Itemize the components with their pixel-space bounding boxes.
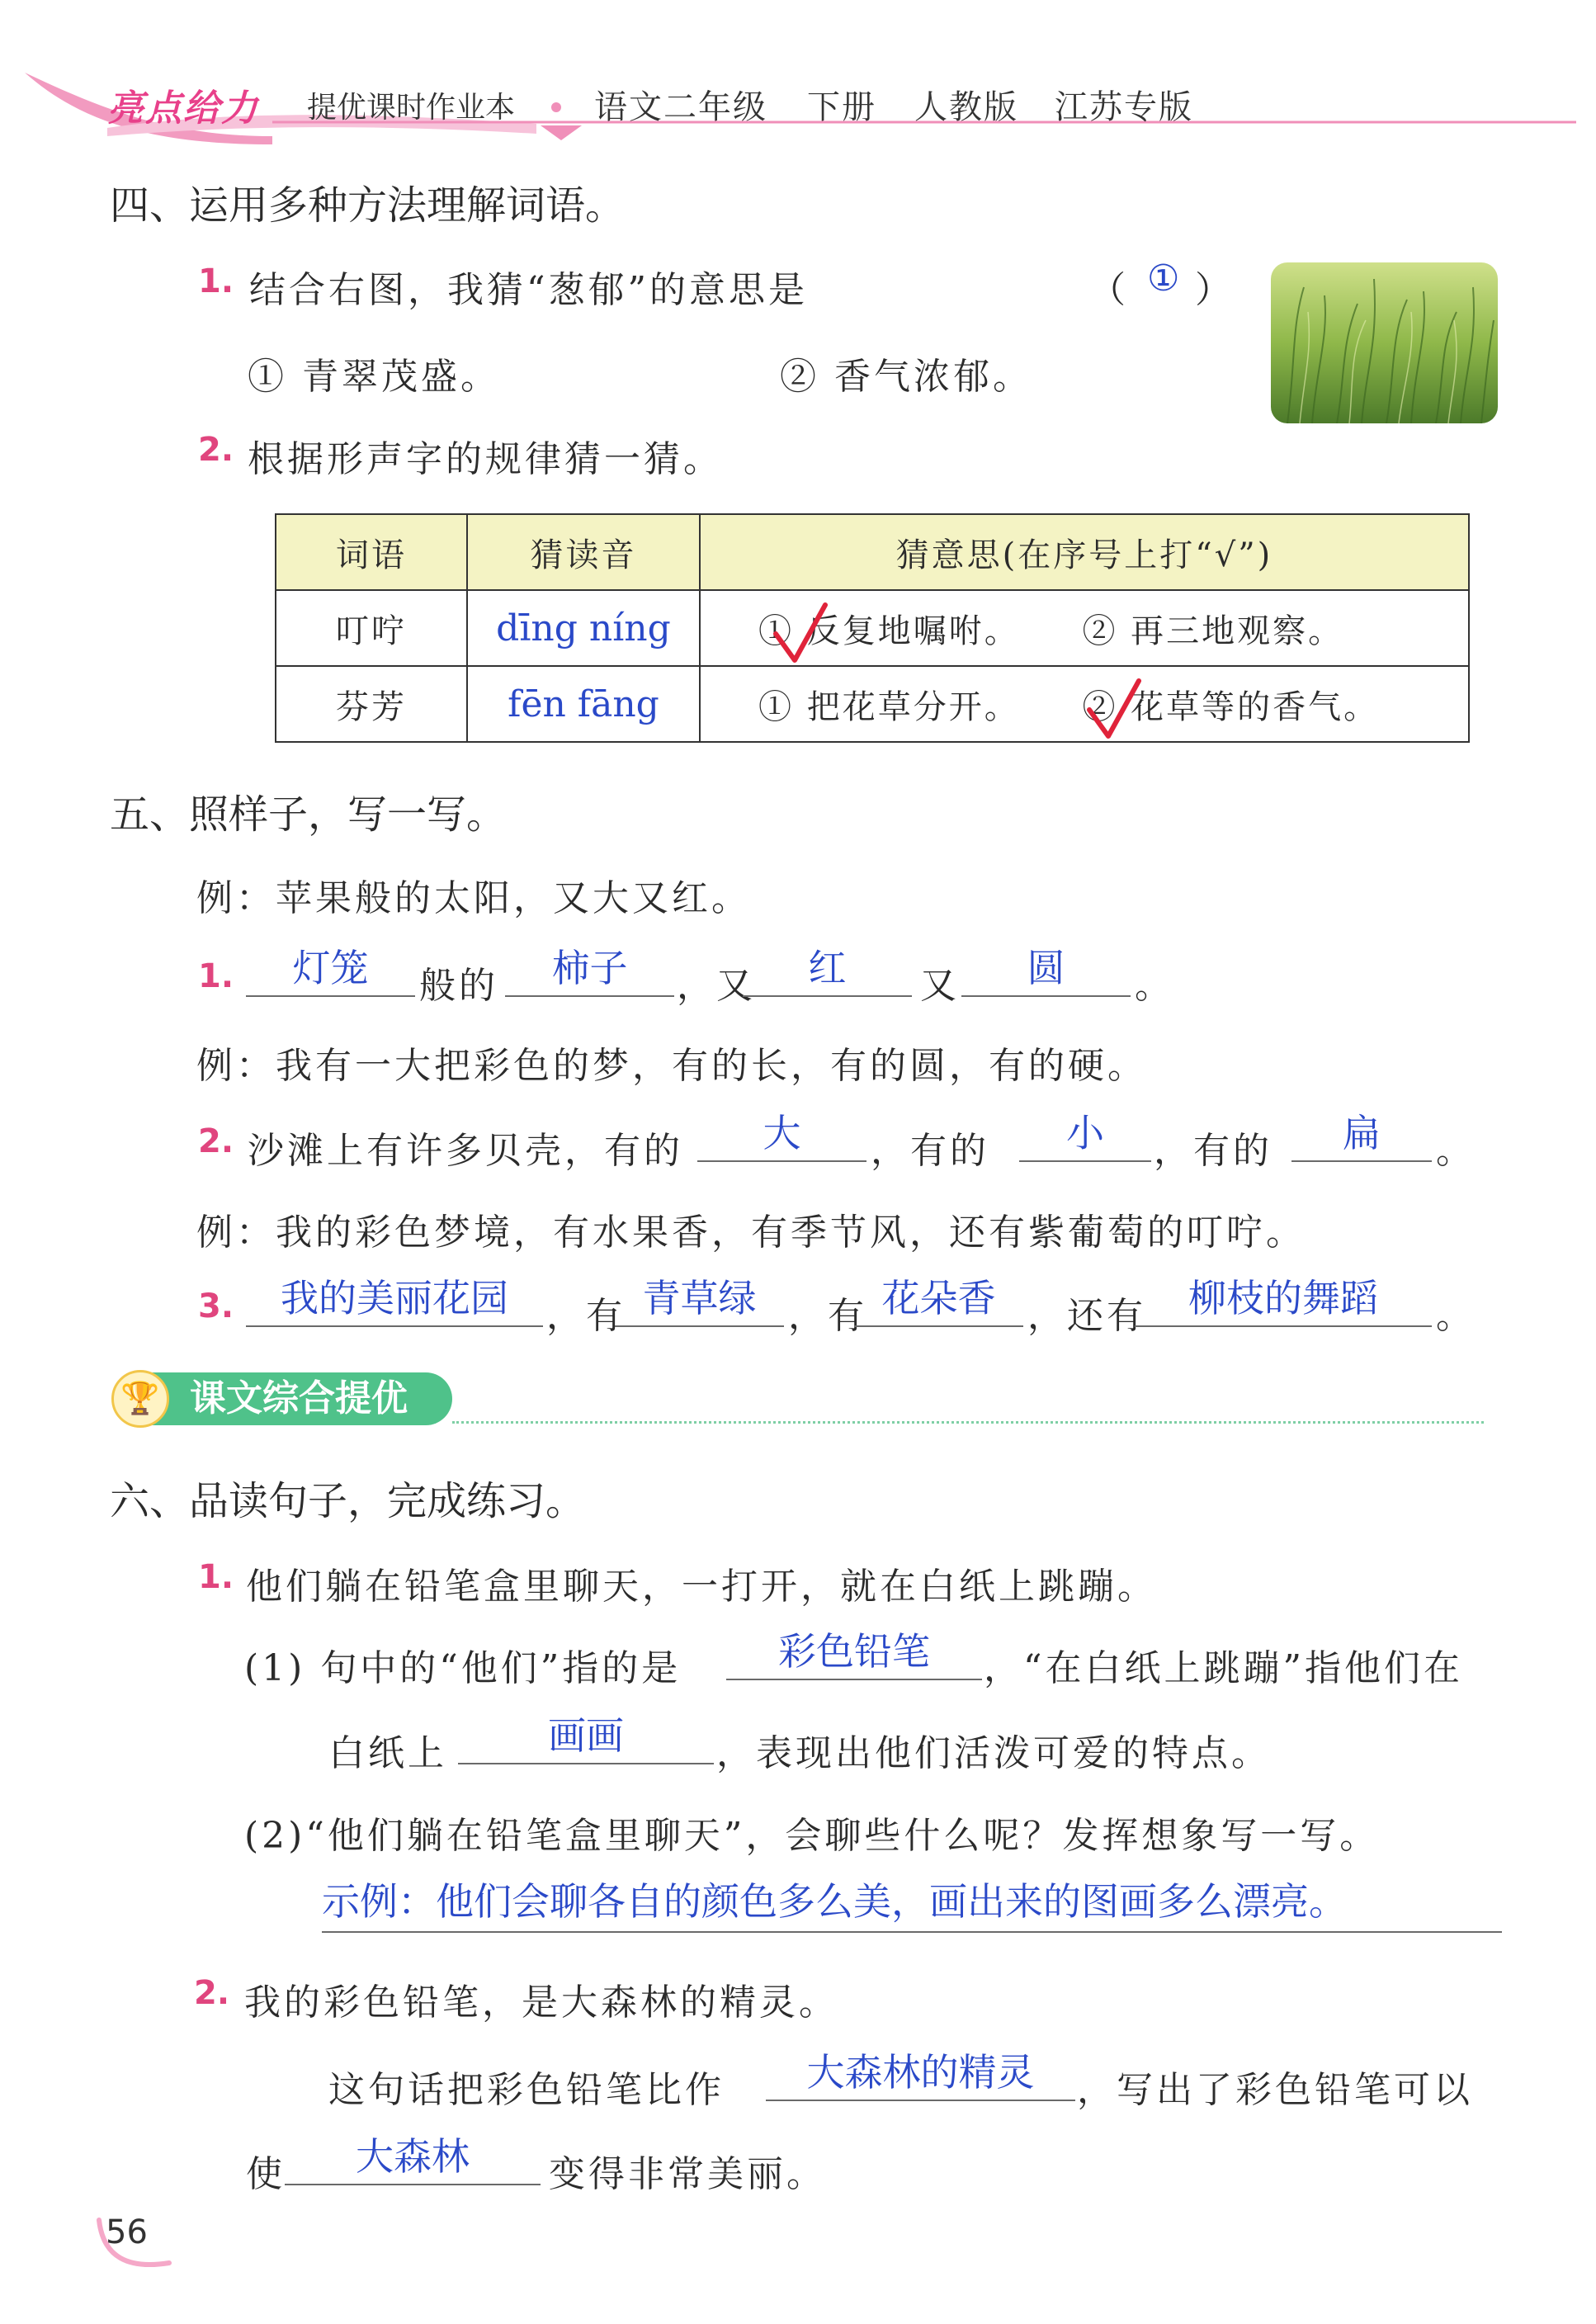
q5-2-text: ，有的	[871, 1130, 989, 1172]
q6-1-part1-prompt: ，表现出他们活泼可爱的特点。	[716, 1732, 1271, 1774]
page-number: 56	[106, 2213, 148, 2251]
table-header-pinyin: 猜读音	[467, 514, 700, 590]
q5-2-blank-c: 扁	[1291, 1106, 1432, 1162]
q4-2-number: 2.	[198, 431, 234, 469]
q5-3-blank-b: 青草绿	[615, 1271, 784, 1327]
q4-2-text: 根据形声字的规律猜一猜。	[248, 438, 723, 480]
table-word: 芬芳	[276, 666, 467, 742]
q6-1-part1-prompt: 白纸上	[328, 1732, 447, 1774]
q5-2-text: 。	[1436, 1130, 1476, 1172]
example-3: 例：我的彩色梦境，有水果香，有季节风，还有紫葡萄的叮咛。	[196, 1212, 1306, 1254]
q5-2-number: 2.	[198, 1122, 234, 1160]
q5-1-text: 般的	[419, 965, 498, 1007]
q5-3-text: 。	[1436, 1295, 1476, 1337]
q6-2-number: 2.	[194, 1974, 230, 2012]
q6-1-part1-prompt: (1) 句中的“他们”指的是	[244, 1647, 682, 1689]
table-header-word: 词语	[276, 514, 467, 590]
q6-2-text: 我的彩色铅笔，是大森林的精灵。	[244, 1982, 838, 2024]
q5-2-text: ，有的	[1154, 1130, 1273, 1172]
q5-3-blank-c: 花朵香	[854, 1271, 1023, 1327]
header-region: 江苏专版	[1055, 88, 1193, 126]
q6-1-answer-1: 彩色铅笔	[726, 1624, 982, 1680]
q6-1-part2-prompt: (2)“他们躺在铅笔盒里聊天”，会聊些什么呢？发挥想象写一写。	[244, 1815, 1380, 1857]
table-header-row	[276, 514, 1469, 590]
header-subject: 语文二年级	[594, 88, 767, 126]
table-row	[276, 590, 1469, 666]
q6-1-text: 他们躺在铅笔盒里聊天，一打开，就在白纸上跳蹦。	[246, 1566, 1157, 1608]
vocab-table	[275, 513, 1470, 743]
table-pinyin-answer: fēn fāng	[467, 666, 700, 742]
table-pinyin-answer: dīng níng	[467, 590, 700, 666]
grass-image	[1271, 262, 1498, 423]
q4-1-option1: ① 青翠茂盛。	[248, 356, 500, 398]
meaning-option: ② 再三地观察。	[1082, 612, 1344, 650]
q5-1-blank-a: 灯笼	[246, 941, 415, 997]
meaning-option: ① 把花草分开。	[758, 687, 1020, 726]
q4-1-text: 结合右图，我猜“葱郁”的意思是	[249, 269, 808, 311]
example-1: 例：苹果般的太阳，又大又红。	[196, 877, 751, 919]
q5-2-blank-b: 小	[1019, 1106, 1151, 1162]
q5-3-number: 3.	[198, 1287, 234, 1325]
q6-2-answer-2: 大森林	[285, 2129, 541, 2185]
q4-1-option2: ② 香气浓郁。	[780, 356, 1032, 398]
q5-1-text: ，又	[677, 965, 756, 1007]
table-header-meaning: 猜意思(在序号上打“√”)	[700, 514, 1469, 590]
q5-1-text: 又	[920, 965, 960, 1007]
q4-1-paren-open: （	[1089, 269, 1129, 311]
check-mark-icon	[1085, 677, 1143, 743]
section6-title: 六、品读句子，完成练习。	[110, 1478, 586, 1524]
table-word: 叮咛	[276, 590, 467, 666]
q6-2-prompt: 这句话把彩色铅笔比作	[328, 2069, 725, 2111]
q6-2-answer-1: 大森林的精灵	[766, 2045, 1075, 2101]
section5-title: 五、照样子，写一写。	[110, 791, 507, 838]
q5-3-text: ，有	[788, 1295, 867, 1337]
header-volume: 下册	[807, 88, 876, 126]
section-banner: 课文综合提优	[114, 1372, 452, 1425]
q5-2-blank-a: 大	[697, 1106, 866, 1162]
q6-1-part2-answer: 示例：他们会聊各自的颜色多么美，画出来的图画多么漂亮。	[322, 1872, 1502, 1933]
header-dot-icon	[551, 102, 561, 112]
q6-2-prompt: ，写出了彩色铅笔可以	[1077, 2069, 1473, 2111]
q5-3-text: ，有	[546, 1295, 626, 1337]
table-meaning	[700, 666, 1469, 742]
meaning-option: ① 反复地嘱咐。	[758, 612, 1020, 650]
q6-1-number: 1.	[198, 1558, 234, 1596]
q5-1-blank-b: 柿子	[505, 941, 674, 997]
q4-1-number: 1.	[198, 262, 234, 300]
q5-3-text: ，还有	[1027, 1295, 1146, 1337]
q4-1-answer: ①	[1147, 257, 1180, 300]
q5-3-blank-a: 我的美丽花园	[246, 1271, 543, 1327]
example-2: 例：我有一大把彩色的梦，有的长，有的圆，有的硬。	[196, 1045, 1147, 1087]
q5-1-blank-c: 红	[743, 941, 912, 997]
q6-1-answer-2: 画画	[458, 1708, 714, 1764]
book-subtitle: 提优课时作业本	[307, 91, 516, 125]
trophy-icon: 🏆	[111, 1370, 169, 1428]
q6-1-part1-prompt: ，“在白纸上跳蹦”指他们在	[984, 1647, 1463, 1689]
meaning-option: ② 花草等的香气。	[1082, 687, 1380, 726]
banner-divider	[452, 1421, 1484, 1424]
header-edition: 人教版	[914, 88, 1018, 126]
table-row	[276, 666, 1469, 742]
check-mark-icon	[772, 601, 829, 667]
q5-1-number: 1.	[198, 957, 234, 995]
q4-1-paren-close: ）	[1195, 269, 1235, 311]
q5-3-blank-d: 柳枝的舞蹈	[1135, 1271, 1432, 1327]
q6-2-prompt: 变得非常美丽。	[549, 2153, 826, 2195]
q5-1-text: 。	[1135, 965, 1174, 1007]
q6-2-prompt: 使	[246, 2153, 286, 2195]
brand-logo: 亮点给力	[107, 87, 259, 130]
q5-1-blank-d: 圆	[961, 941, 1131, 997]
section4-title: 四、运用多种方法理解词语。	[110, 182, 626, 229]
q5-2-text: 沙滩上有许多贝壳，有的	[248, 1130, 683, 1172]
